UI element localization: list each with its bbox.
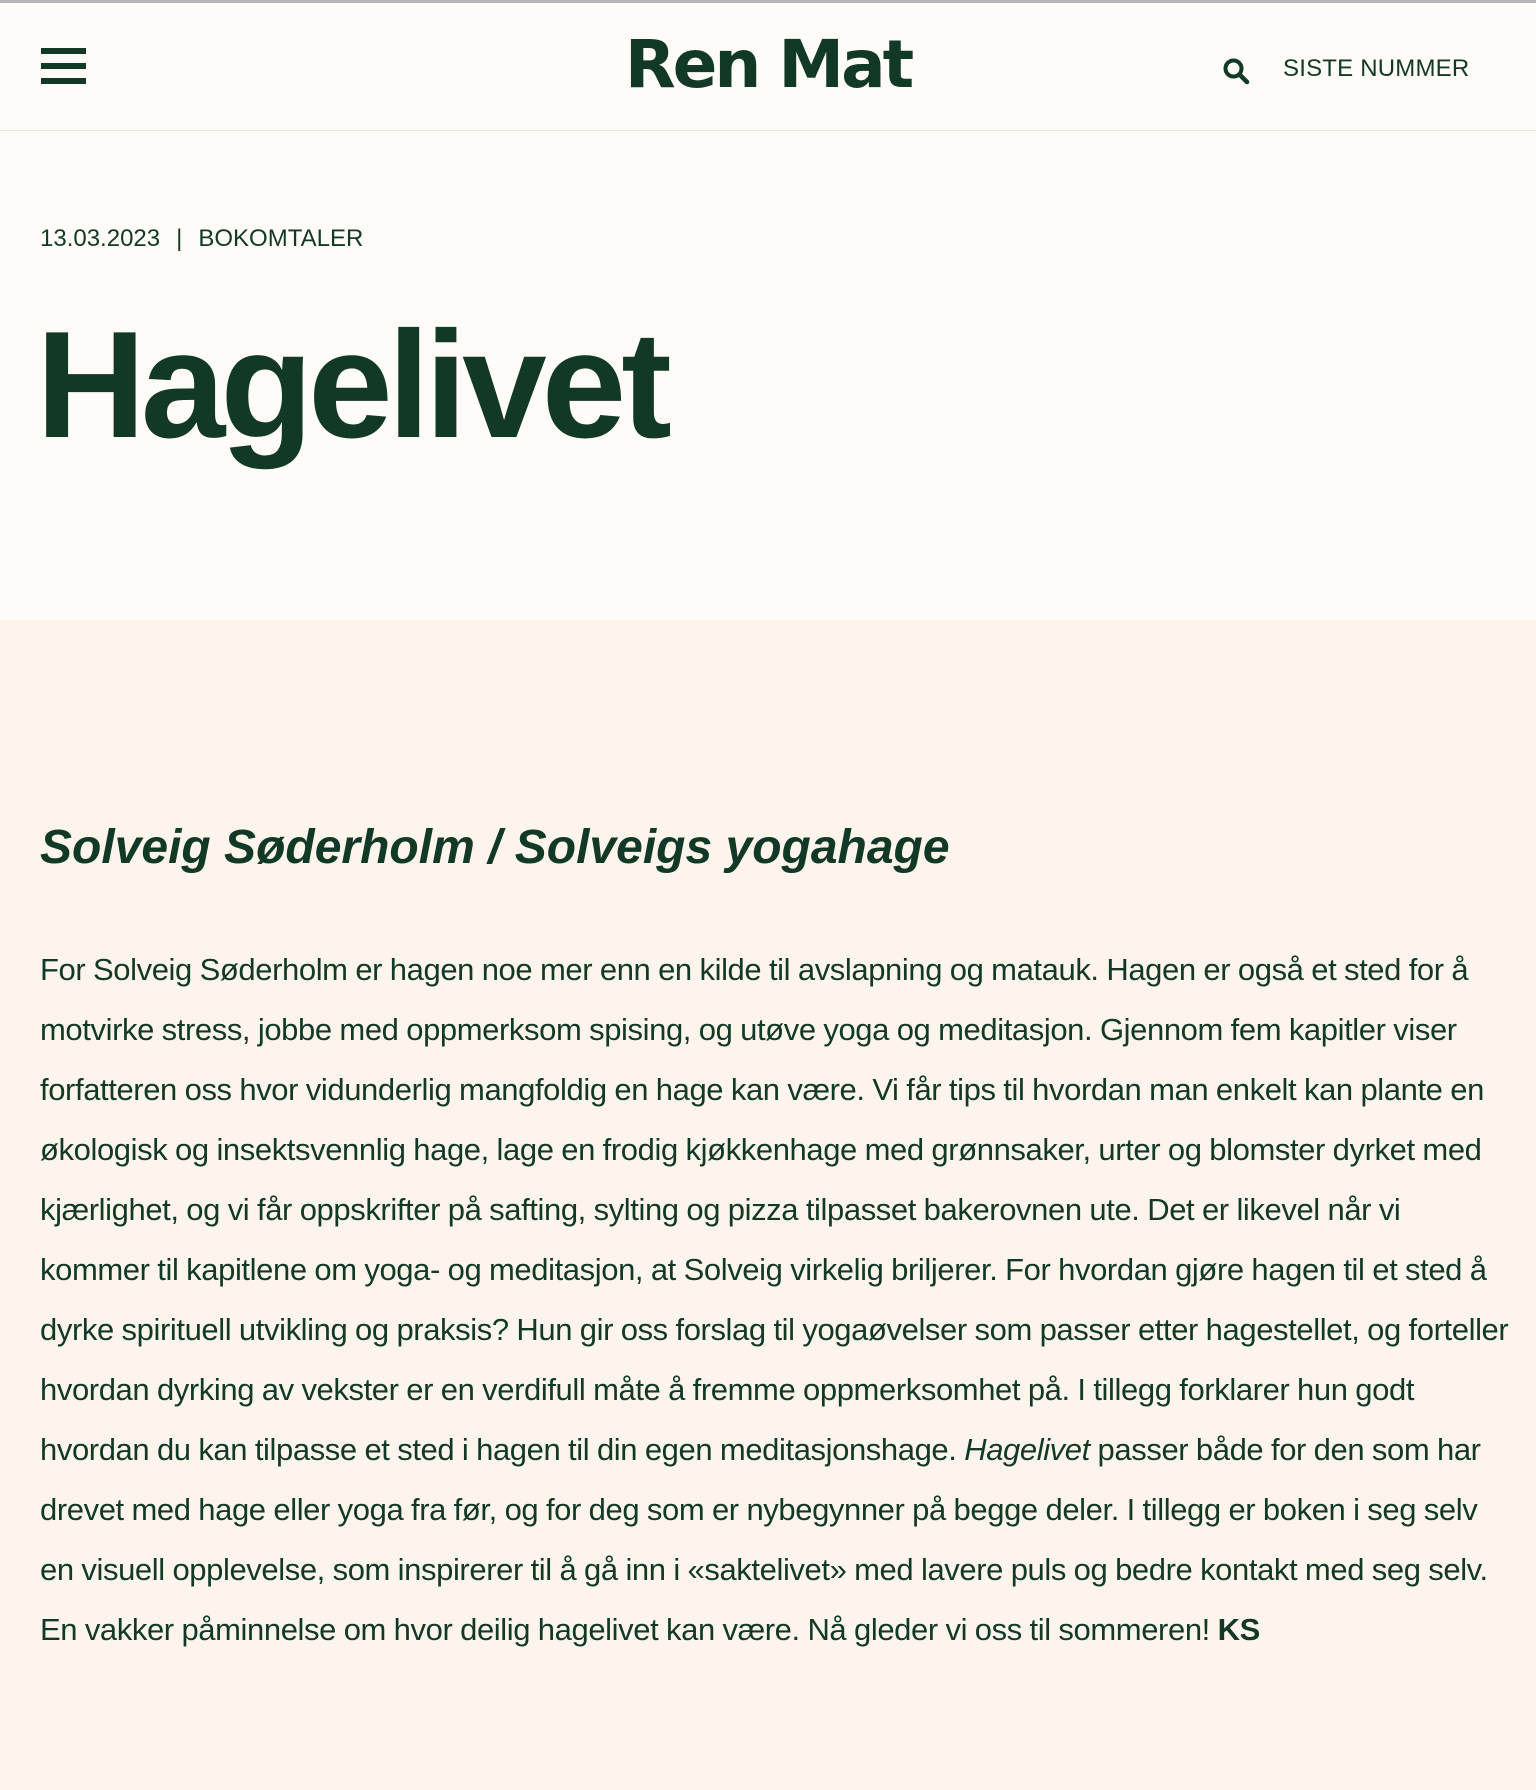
latest-issue-link[interactable]: SISTE NUMMER: [1283, 55, 1470, 82]
author-signature: KS: [1217, 1612, 1260, 1647]
hamburger-menu-icon[interactable]: [41, 45, 86, 87]
article-category-link[interactable]: BOKOMTALER: [198, 225, 364, 252]
body-book-title: Hagelivet: [964, 1432, 1090, 1467]
article-subtitle: Solveig Søderholm / Solveigs yogahage: [40, 821, 950, 874]
article-meta: [40, 223, 363, 255]
body-text-part1: For Solveig Søderholm er hagen noe mer enn en kilde til avslapning og matauk. Hagen er også et sted for å motvirke stress, jobbe med oppmerksom spising, og utøve yoga og meditasjon. Gjennom fem kapitler viser forfatteren oss hvor vidunderlig mangfoldig en hage kan være. Vi får tips til hvordan man enkelt kan plante en økologisk og insektsvennlig hage, lage en frodig kjøkkenhage med grønnsaker, urter og blomster dyrket med kjærlighet, og vi får oppskrifter på safting, sylting og pizza tilpasset bakerovnen ute. Det er likevel når vi kommer til kapitlene om yoga- og meditasjon, at Solveig virkelig briljerer. For hvordan gjøre hagen til et sted å dyrke spirituell utvikling og praksis? Hun gir oss forslag til yogaøvelser som passer etter hagestellet, og forteller hvordan dyrking av vekster er en verdifull måte å fremme oppmerksomhet på. I tillegg forklarer hun godt hvordan du kan tilpasse et sted i hagen til din egen meditasjonshage.: [40, 952, 1509, 1467]
body-text-part2: passer både for den som har drevet med hage eller yoga fra før, og for deg som er nybegynner på begge deler. I tillegg er boken i seg selv en visuell opplevelse, som inspirerer til å gå inn i «saktelivet» med lavere puls og bedre kontakt med seg selv. En vakker påminnelse om hvor deilig hagelivet kan være. Nå gleder vi oss til sommeren!: [40, 1432, 1488, 1647]
meta-separator: |: [176, 225, 183, 252]
menu-bar: [41, 78, 86, 84]
menu-bar: [41, 48, 86, 54]
page-title: Hagelivet: [36, 300, 667, 470]
site-header: [0, 3, 1536, 131]
article-date: 13.03.2023: [40, 225, 161, 252]
search-icon[interactable]: [1222, 57, 1250, 85]
article-body: [40, 940, 1510, 1660]
menu-bar: [41, 63, 86, 69]
site-logo[interactable]: Ren Mat: [624, 26, 912, 103]
